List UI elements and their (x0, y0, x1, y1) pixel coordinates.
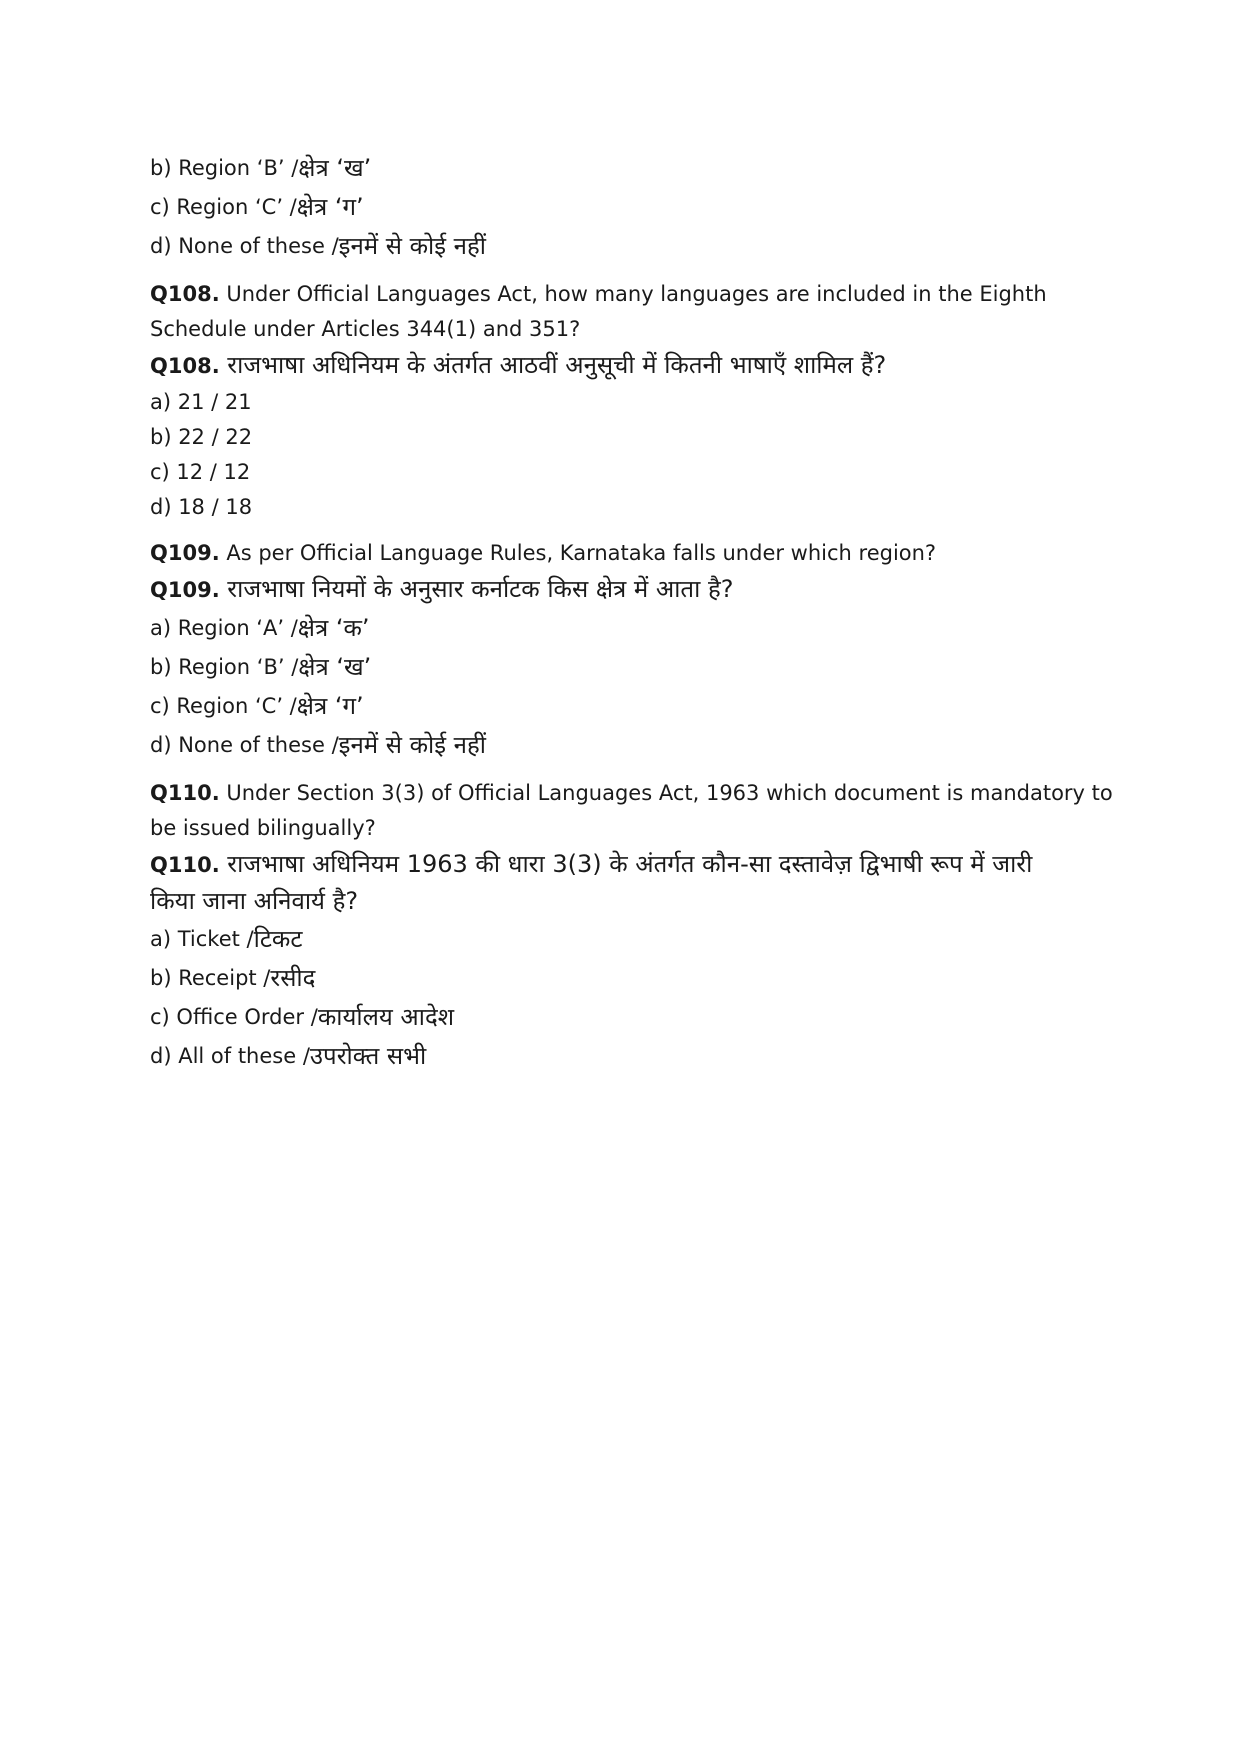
question-text-hindi: राजभाषा नियमों के अनुसार कर्नाटक किस क्षेत्र में आता है? (219, 575, 734, 603)
option-d: d) 18 / 18 (150, 494, 253, 519)
document-page (150, 148, 1113, 1075)
question-108 (150, 277, 1090, 524)
option-label: b) Region ‘B’ / (150, 654, 299, 679)
option-d (150, 725, 1090, 764)
option-hindi: कार्यालय आदेश (317, 1002, 455, 1031)
question-id: Q108. (150, 354, 220, 378)
option-hindi: क्षेत्र ‘ख’ (298, 153, 372, 182)
option-a: a) 21 / 21 (150, 389, 252, 414)
option-a (150, 919, 1090, 958)
option-a (150, 608, 1090, 647)
question-id: Q110. (150, 853, 220, 877)
question-english (150, 776, 1113, 811)
question-id: Q110. (150, 781, 220, 805)
question-id: Q109. (150, 541, 220, 565)
question-text-hindi: राजभाषा अधिनियम 1963 की धारा 3(3) के अंतर्गत कौन-सा दस्तावेज़ द्विभाषी रूप में जारी (219, 850, 1033, 878)
option-label: b) Region ‘B’ / (150, 155, 299, 180)
question-english (150, 536, 1090, 571)
option-hindi: क्षेत्र ‘क’ (297, 613, 370, 642)
option-c (150, 187, 1090, 226)
question-text-line2: Schedule under Articles 344(1) and 351? (150, 317, 581, 341)
option-label: a) Ticket / (150, 926, 254, 951)
question-109 (150, 536, 1090, 764)
question-text-line2: be issued bilingually? (150, 816, 376, 840)
option-label: c) Office Order / (150, 1004, 318, 1029)
question-id: Q108. (150, 282, 220, 306)
question-id: Q109. (150, 578, 220, 602)
option-label: d) None of these / (150, 732, 339, 757)
option-c: c) 12 / 12 (150, 459, 251, 484)
question-english (150, 277, 1090, 312)
option-label: b) Receipt / (150, 965, 271, 990)
option-b (150, 148, 1090, 187)
option-hindi: क्षेत्र ‘ख’ (298, 652, 372, 681)
option-hindi: इनमें से कोई नहीं (338, 231, 486, 260)
option-b (150, 958, 1090, 997)
option-label: d) None of these / (150, 233, 339, 258)
option-hindi: टिकट (253, 924, 303, 953)
question-text-hindi-line2: किया जाना अनिवार्य है? (150, 887, 359, 915)
option-label: c) Region ‘C’ / (150, 693, 297, 718)
option-b (150, 647, 1090, 686)
option-d (150, 226, 1090, 265)
option-hindi: क्षेत्र ‘ग’ (296, 192, 364, 221)
option-c (150, 686, 1090, 725)
option-d (150, 1036, 1090, 1075)
option-hindi: इनमें से कोई नहीं (338, 730, 486, 759)
option-hindi: रसीद (270, 963, 316, 992)
option-c (150, 997, 1090, 1036)
previous-question-options (150, 148, 1090, 265)
option-label: a) Region ‘A’ / (150, 615, 298, 640)
option-label: d) All of these / (150, 1043, 310, 1068)
option-hindi: उपरोक्त सभी (309, 1041, 427, 1070)
question-hindi (150, 571, 1090, 608)
question-text: As per Official Language Rules, Karnataka falls under which region? (219, 541, 937, 565)
question-text: Under Official Languages Act, how many languages are included in the Eighth (219, 282, 1047, 306)
question-text: Under Section 3(3) of Official Languages Act, 1963 which document is mandatory to (219, 781, 1113, 805)
option-b: b) 22 / 22 (150, 424, 253, 449)
option-label: c) Region ‘C’ / (150, 194, 297, 219)
question-hindi (150, 846, 1090, 883)
question-text-hindi: राजभाषा अधिनियम के अंतर्गत आठवीं अनुसूची में कितनी भाषाएँ शामिल हैं? (219, 351, 887, 379)
question-110 (150, 776, 1113, 1075)
question-hindi (150, 347, 1090, 384)
option-hindi: क्षेत्र ‘ग’ (296, 691, 364, 720)
